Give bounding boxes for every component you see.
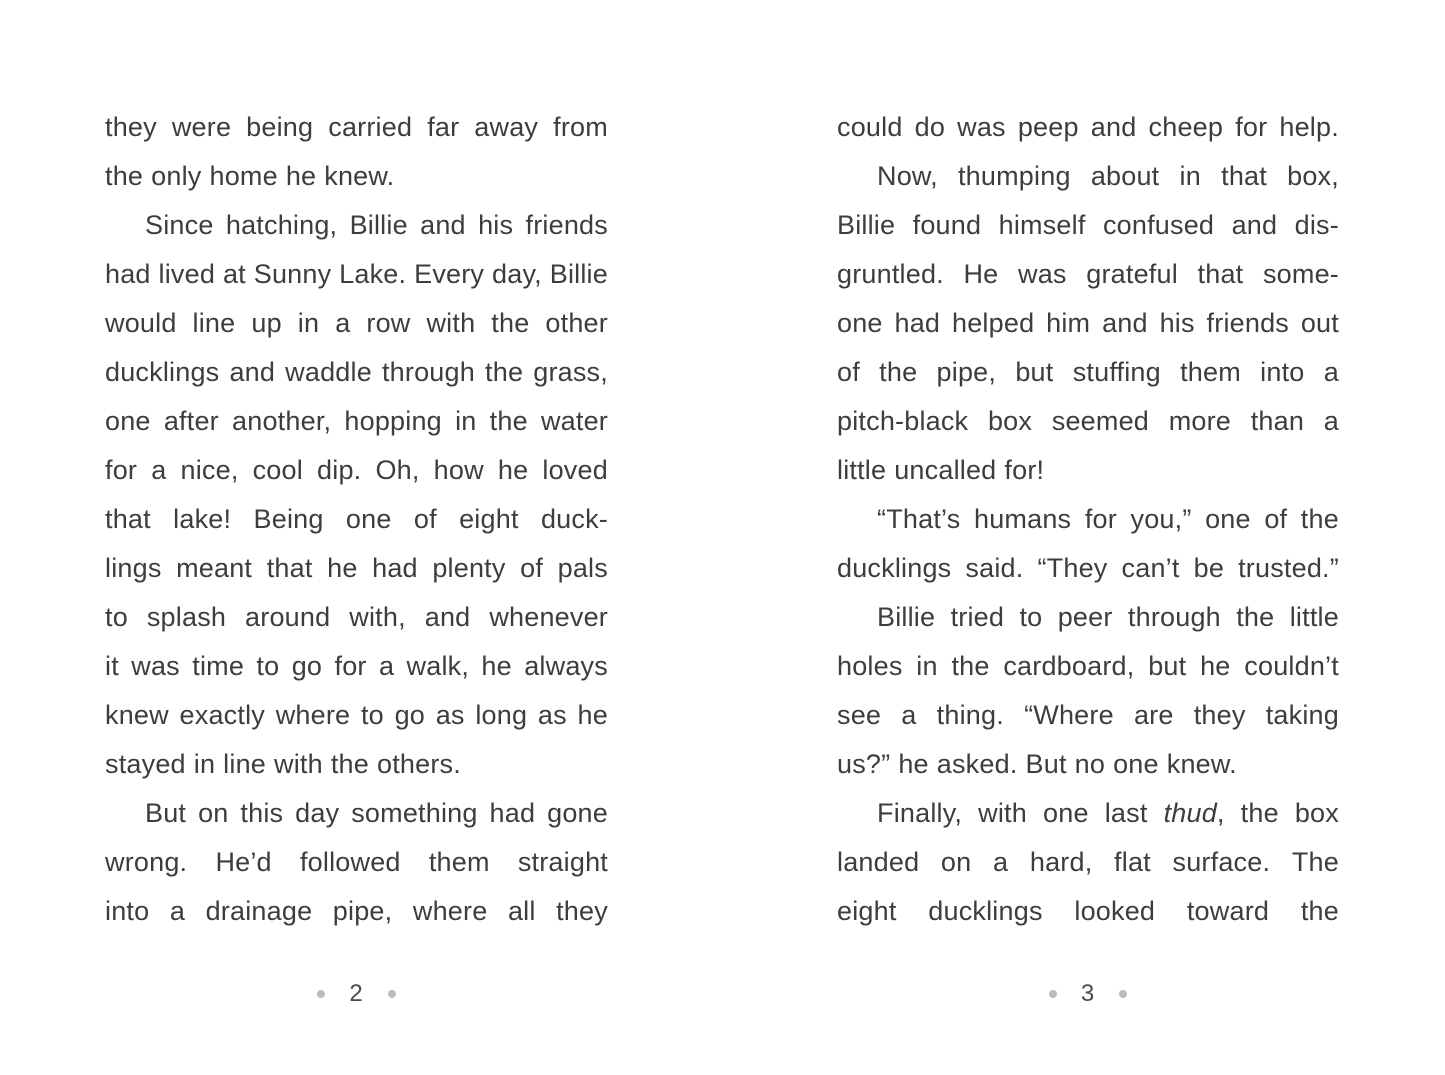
text-line: little uncalled for! bbox=[837, 455, 1045, 485]
text-line: ducklings and waddle through the grass, bbox=[105, 357, 608, 387]
text-line: holes in the cardboard, but he couldn’t bbox=[837, 651, 1339, 681]
text-line: would line up in a row with the other bbox=[105, 308, 608, 338]
page-number-row bbox=[105, 969, 608, 1018]
folio-dot-icon bbox=[1119, 990, 1127, 998]
page-number-row bbox=[837, 969, 1339, 1018]
text-line: one had helped him and his friends out bbox=[837, 308, 1339, 338]
page-number: 3 bbox=[1080, 979, 1096, 1007]
text-line: stayed in line with the others. bbox=[105, 749, 461, 779]
book-page-right bbox=[837, 103, 1339, 1033]
page-number: 2 bbox=[349, 979, 364, 1007]
text-line: ducklings said. “They can’t be trusted.” bbox=[837, 553, 1339, 583]
folio-dot-icon bbox=[388, 990, 396, 998]
text-line: had lived at Sunny Lake. Every day, Billie bbox=[105, 259, 608, 289]
text-line: that lake! Being one of eight duck- bbox=[105, 504, 608, 534]
text-line: But on this day something had gone bbox=[145, 798, 608, 828]
text-line: us?” he asked. But no one knew. bbox=[837, 749, 1237, 779]
folio-dot-icon bbox=[317, 990, 325, 998]
text-line: landed on a hard, flat surface. The bbox=[837, 847, 1339, 877]
text-line: lings meant that he had plenty of pals bbox=[105, 553, 608, 583]
text-line: wrong. He’d followed them straight bbox=[105, 847, 608, 877]
text-line: to splash around with, and whenever bbox=[105, 602, 608, 632]
text-line: it was time to go for a walk, he always bbox=[105, 651, 608, 681]
text-line: knew exactly where to go as long as he bbox=[105, 700, 608, 730]
text-line: pitch-black box seemed more than a bbox=[837, 406, 1339, 436]
text-line: “That’s humans for you,” one of the bbox=[877, 504, 1339, 534]
text-line: Now, thumping about in that box, bbox=[877, 161, 1339, 191]
page-text-left bbox=[105, 103, 608, 936]
text-line: they were being carried far away from bbox=[105, 112, 608, 142]
text-line: the only home he knew. bbox=[105, 161, 395, 191]
text-line: one after another, hopping in the water bbox=[105, 406, 608, 436]
text-line: could do was peep and cheep for help. bbox=[837, 112, 1339, 142]
text-line: for a nice, cool dip. Oh, how he loved bbox=[105, 455, 608, 485]
book-page-left bbox=[105, 103, 608, 1033]
folio-dot-icon bbox=[1049, 990, 1057, 998]
text-line: Since hatching, Billie and his friends bbox=[145, 210, 608, 240]
text-line: of the pipe, but stuffing them into a bbox=[837, 357, 1339, 387]
text-line: into a drainage pipe, where all they bbox=[105, 896, 608, 926]
page-text-right bbox=[837, 103, 1339, 936]
text-line: gruntled. He was grateful that some- bbox=[837, 259, 1339, 289]
text-line: Billie tried to peer through the little bbox=[877, 602, 1339, 632]
text-line: see a thing. “Where are they taking bbox=[837, 700, 1339, 730]
text-line: Billie found himself confused and dis- bbox=[837, 210, 1339, 240]
text-line: Finally, with one last thud, the box bbox=[877, 798, 1339, 828]
text-line: eight ducklings looked toward the bbox=[837, 896, 1339, 926]
